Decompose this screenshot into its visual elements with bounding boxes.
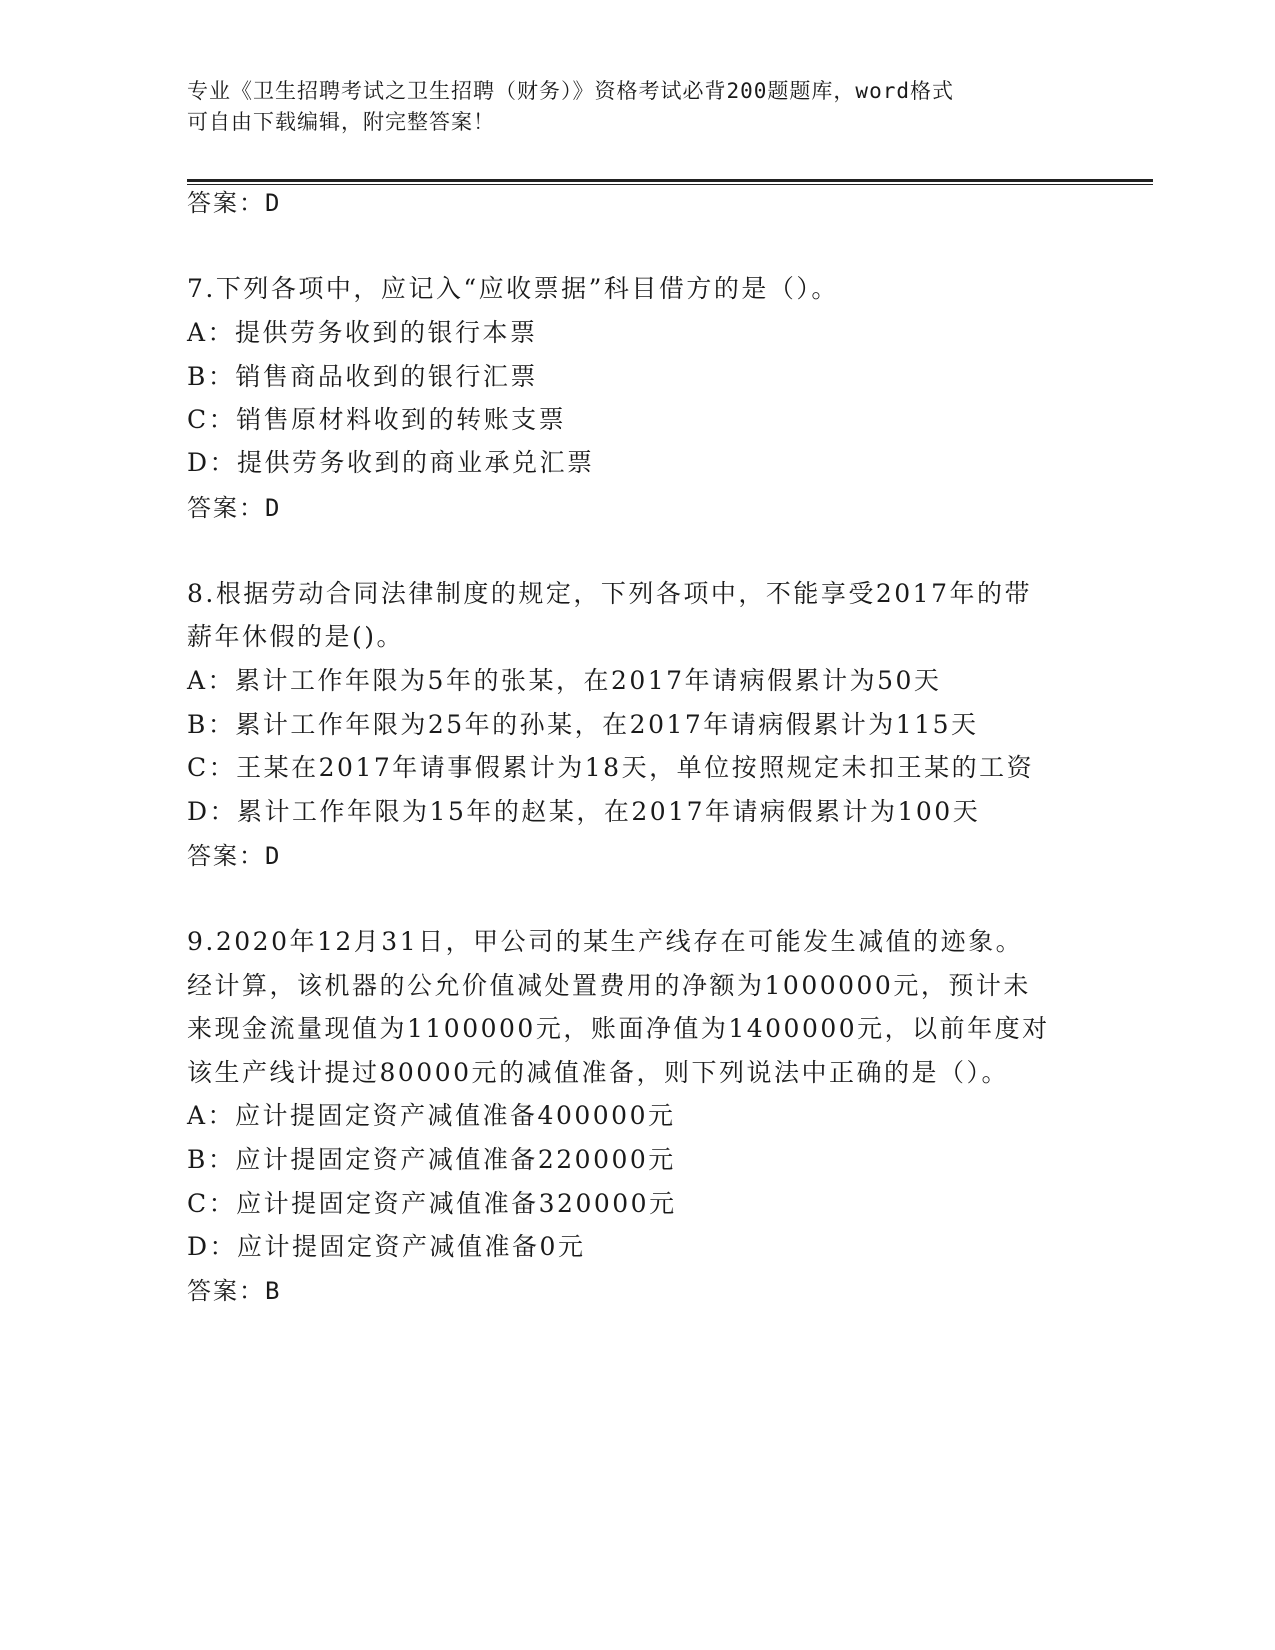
- option-a: A：应计提固定资产减值准备400000元: [187, 1101, 676, 1130]
- option-c: C：应计提固定资产减值准备320000元: [187, 1189, 677, 1218]
- option-b: B：销售商品收到的银行汇票: [187, 362, 538, 391]
- question-stem-line-4: 该生产线计提过80000元的减值准备，则下列说法中正确的是（）。: [187, 1058, 1010, 1087]
- option-d: D：累计工作年限为15年的赵某，在2017年请病假累计为100天: [187, 797, 981, 826]
- option-c: C：王某在2017年请事假累计为18天，单位按照规定未扣王某的工资: [187, 753, 1035, 782]
- answer: 答案：B: [187, 1277, 282, 1305]
- option-c: C：销售原材料收到的转账支票: [187, 405, 567, 434]
- option-a: A：提供劳务收到的银行本票: [187, 318, 538, 347]
- question-stem: 7.下列各项中，应记入“应收票据”科目借方的是（）。: [187, 274, 839, 303]
- answer: 答案：D: [187, 494, 282, 522]
- option-a: A：累计工作年限为5年的张某，在2017年请病假累计为50天: [187, 666, 942, 695]
- question-stem-line-2: 经计算，该机器的公允价值减处置费用的净额为1000000元，预计未: [187, 971, 1031, 1000]
- header-line-1: 专业《卫生招聘考试之卫生招聘（财务）》资格考试必背200题题库，word格式: [187, 79, 954, 103]
- option-b: B：应计提固定资产减值准备220000元: [187, 1145, 676, 1174]
- question-stem-line-1: 9.2020年12月31日，甲公司的某生产线存在可能发生减值的迹象。: [187, 927, 1024, 956]
- option-d: D：应计提固定资产减值准备0元: [187, 1232, 586, 1261]
- previous-answer: 答案：D: [187, 189, 282, 217]
- option-d: D：提供劳务收到的商业承兑汇票: [187, 448, 595, 477]
- question-stem-line-3: 来现金流量现值为1100000元，账面净值为1400000元，以前年度对: [187, 1014, 1050, 1043]
- answer: 答案：D: [187, 842, 282, 870]
- question-stem-line-2: 薪年休假的是()。: [187, 622, 405, 651]
- header-divider-thin: [187, 184, 1153, 185]
- header-divider-thick: [187, 179, 1153, 182]
- document-header: [187, 76, 1067, 138]
- option-b: B：累计工作年限为25年的孙某，在2017年请病假累计为115天: [187, 710, 979, 739]
- header-line-2: 可自由下载编辑，附完整答案！: [187, 110, 495, 134]
- question-stem-line-1: 8.根据劳动合同法律制度的规定，下列各项中，不能享受2017年的带: [187, 579, 1032, 608]
